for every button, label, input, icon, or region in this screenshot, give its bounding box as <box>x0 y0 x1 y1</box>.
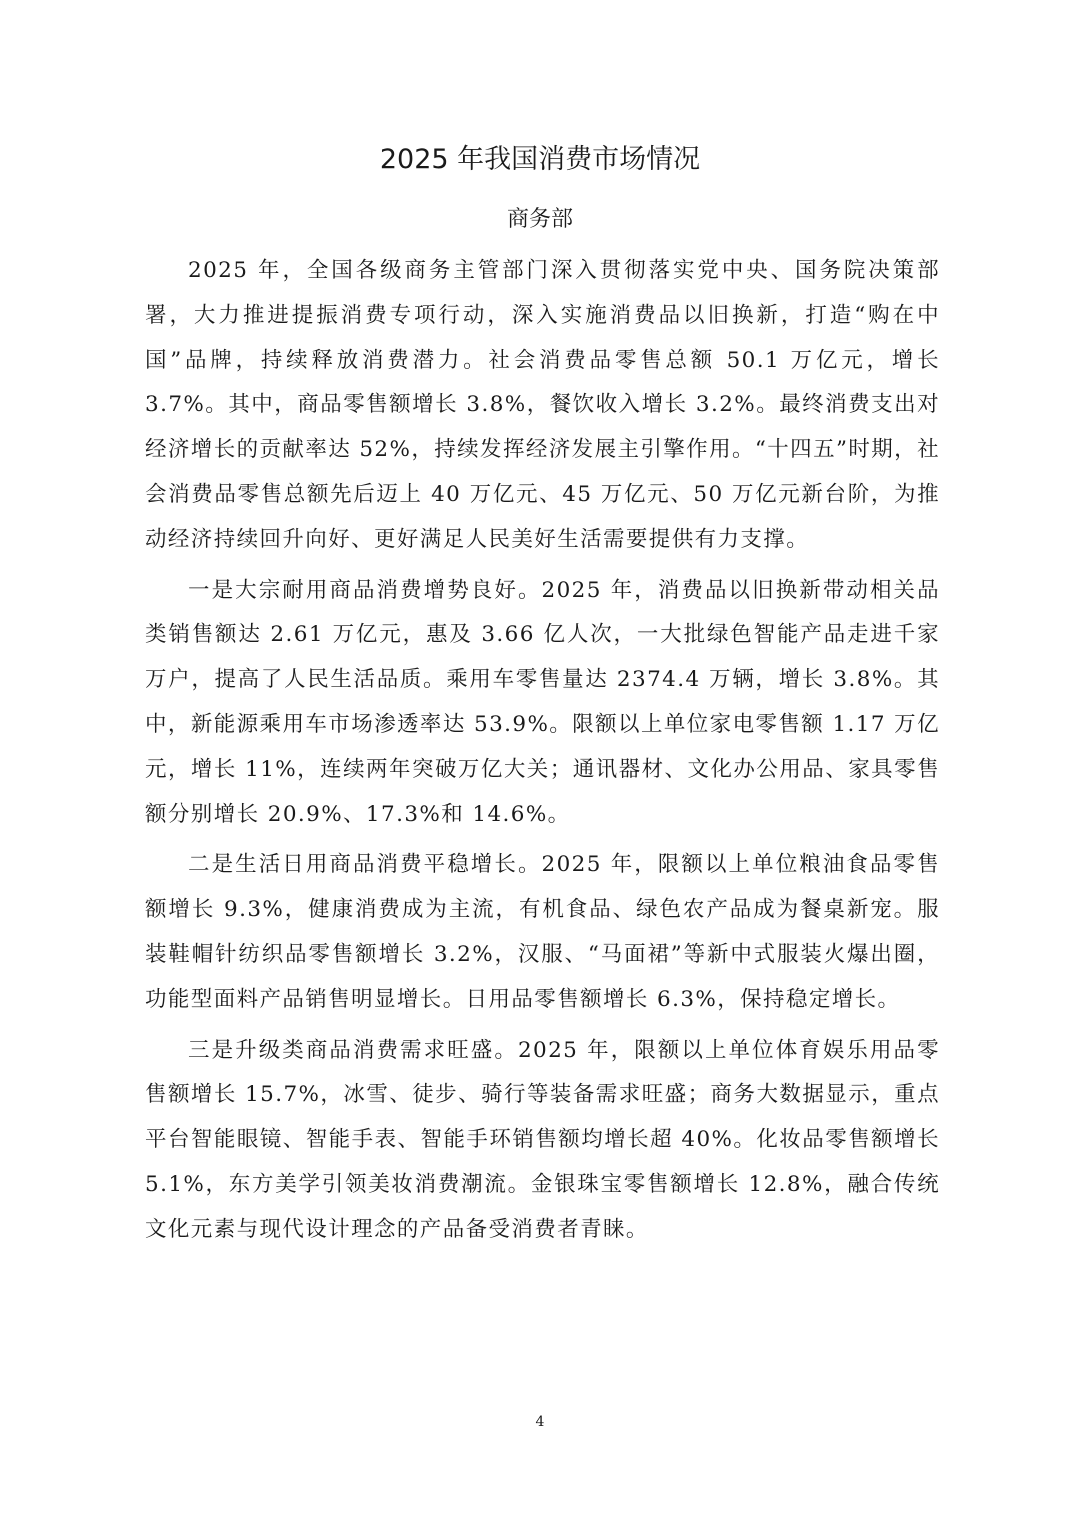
document-title: 2025 年我国消费市场情况 <box>379 144 701 175</box>
paragraph-durable-goods: 一是大宗耐用商品消费增势良好。2025 年，消费品以旧换新带动相关品类销售额达 2.61 万亿元，惠及 3.66 亿人次，一大批绿色智能产品走进千家万户，提高了人民生活品质。乘用车零售量达 2374.4 万辆，增长 3.8%。其中，新能源乘用车市场渗透率达 53.9%。限额以上单位家电零售额 1.17 万亿元，增长 11%，连续两年突破万亿大关；通讯器材、文化办公用品、家具零售额分别增长 20.9%、17.3%和 14.6%。 <box>145 577 940 827</box>
document-body <box>145 249 940 1259</box>
paragraph-upgrade-goods: 三是升级类商品消费需求旺盛。2025 年，限额以上单位体育娱乐用品零售额增长 15.7%，冰雪、徒步、骑行等装备需求旺盛；商务大数据显示，重点平台智能眼镜、智能手表、智能手环销售额均增长超 40%。化妆品零售额增长 5.1%，东方美学引领美妆消费潮流。金银珠宝零售额增长 12.8%，融合传统文化元素与现代设计理念的产品备受消费者青睐。 <box>145 1037 940 1242</box>
paragraph-daily-goods: 二是生活日用商品消费平稳增长。2025 年，限额以上单位粮油食品零售额增长 9.3%，健康消费成为主流，有机食品、绿色农产品成为餐桌新宠。服装鞋帽针纺织品零售额增长 3.2%，汉服、“马面裙”等新中式服装火爆出圈，功能型面料产品销售明显增长。日用品零售额增长 6.3%，保持稳定增长。 <box>145 852 940 1012</box>
page-number: 4 <box>535 1414 545 1430</box>
paragraph-intro: 2025 年，全国各级商务主管部门深入贯彻落实党中央、国务院决策部署，大力推进提振消费专项行动，深入实施消费品以旧换新，打造“购在中国”品牌，持续释放消费潜力。社会消费品零售总额 50.1 万亿元，增长 3.7%。其中，商品零售额增长 3.8%，餐饮收入增长 3.2%。最终消费支出对经济增长的贡献率达 52%，持续发挥经济发展主引擎作用。“十四五”时期，社会消费品零售总额先后迈上 40 万亿元、45 万亿元、50 万亿元新台阶，为推动经济持续回升向好、更好满足人民美好生活需要提供有力支撑。 <box>145 258 940 552</box>
document-author: 商务部 <box>506 207 573 232</box>
